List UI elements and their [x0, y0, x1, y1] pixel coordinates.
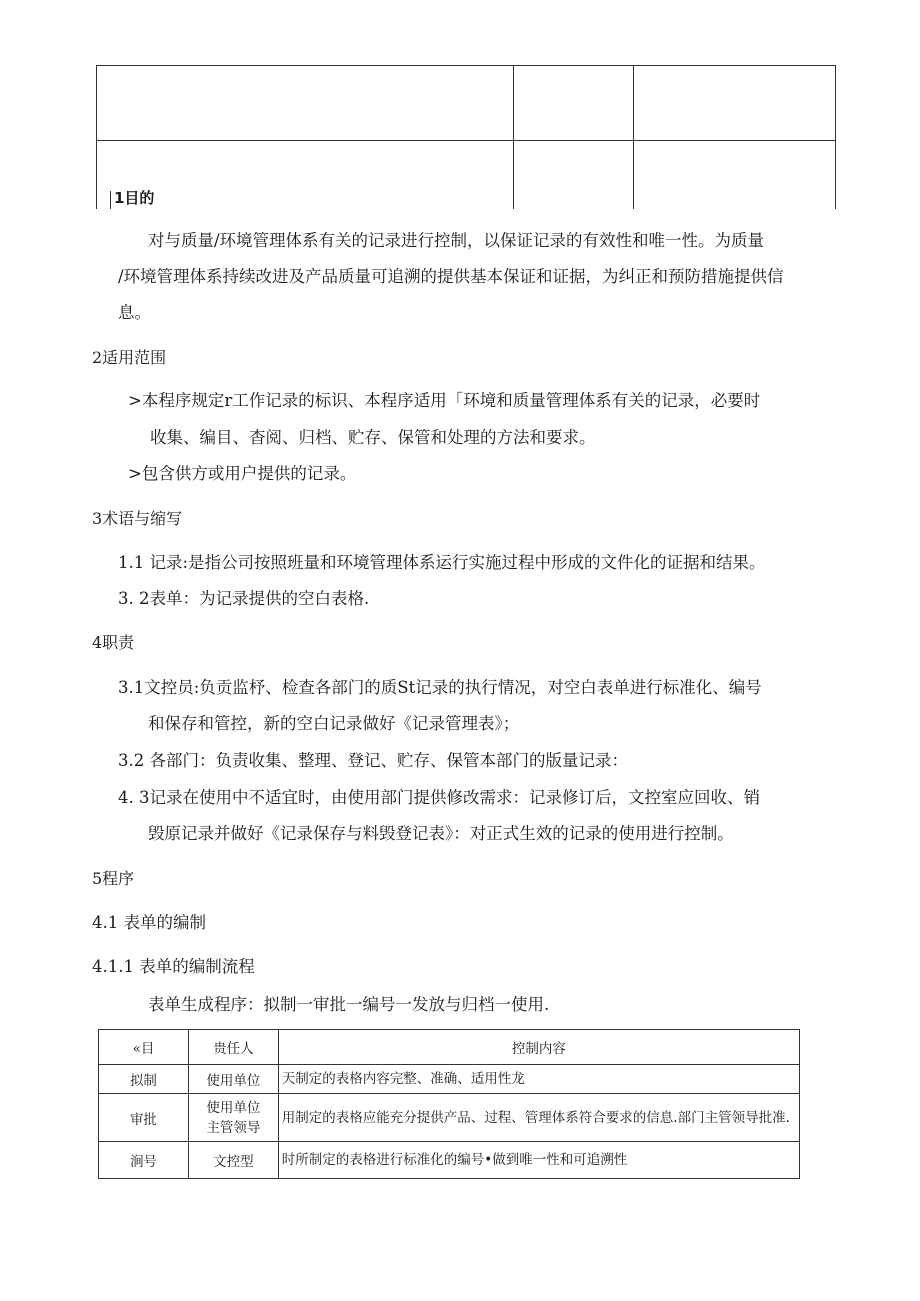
row-item: 拟制: [99, 1065, 189, 1094]
header-frame-table: [96, 65, 836, 209]
purpose-line-2: /环境管理体系持续改进及产品质量可追溯的提供基本保证和证据，为纠正和预防措施提供信: [118, 267, 784, 286]
section-3-heading: 3术语与缩写: [92, 509, 183, 528]
form-control-table: [98, 1029, 800, 1179]
header-item: «目: [99, 1030, 189, 1065]
row-item: 审批: [99, 1094, 189, 1142]
row-item: 涧号: [99, 1142, 189, 1179]
duty-item-1-line-1: 3.1文控员:负贡监杼、检查各部门的质St记录的执行情况，对空白表单进行标准化、编号: [118, 678, 762, 697]
table-row: [99, 1065, 800, 1094]
scope-bullet-1-line-1: >本程序规定r工作记录的标识、本程序适用「环境和质量管理体系有关的记录，必要时: [128, 391, 761, 410]
scope-bullet-1-line-2: 收集、编目、杳阅、归档、贮存、保管和处理的方法和要求。: [150, 428, 596, 447]
terms-item-2: 3. 2表单：为记录提供的空白表格.: [118, 589, 370, 608]
duty-item-3-line-2: 毁原记录并做好《记录保存与料毁登记表》：对正式生效的记录的使用进行控制。: [148, 824, 734, 843]
section-4-heading: 4职责: [92, 633, 135, 652]
duty-item-3-line-1: 4. 3记录在使用中不适宜时，由使用部门提供修改需求：记录修订后，文控室应回收、销: [118, 788, 760, 807]
row-person: 文控型: [188, 1142, 278, 1179]
duty-item-2: 3.2 各部门：负责收集、整理、登记、贮存、保管本部门的版量记录：: [118, 751, 628, 770]
scope-bullet-2: >包含供方或用户提供的记录。: [128, 464, 357, 483]
header-content: 控制内容: [278, 1030, 799, 1065]
section-2-heading: 2适用范围: [92, 348, 167, 367]
procedure-sub-2: 4.1.1 表单的编制流程: [92, 957, 255, 976]
purpose-line-1: 对与质量/环境管理体系有关的记录进行控制，以保证记录的有效性和唯一性。为质量: [148, 231, 765, 250]
procedure-flow: 表单生成程序：拟制一审批一编号一发放与归档一使用.: [148, 995, 550, 1014]
row-content: 天制定的表格内容完整、准确、适用性龙: [278, 1065, 799, 1094]
row-person: 使用单位: [188, 1065, 278, 1094]
row-content: 用制定的表格应能充分提供产品、过程、管理体系符合要求的信息.部门主管领导批准.: [278, 1094, 799, 1142]
table-row: [99, 1094, 800, 1142]
header-person: 贵任人: [188, 1030, 278, 1065]
procedure-sub-1: 4.1 表单的编制: [92, 913, 206, 932]
section-1-heading: 1目的: [114, 189, 155, 207]
table-row: [99, 1142, 800, 1179]
row-content: 时所制定的表格进行标准化的编号•做到唯一性和可追溯性: [278, 1142, 799, 1179]
duty-item-1-line-2: 和保存和管控，新的空白记录做好《记录管理表》；: [148, 714, 520, 733]
row-person: 使用单位主管领导: [188, 1094, 278, 1142]
purpose-line-3: 息。: [118, 303, 151, 322]
table-header-row: [99, 1030, 800, 1065]
terms-item-1: 1.1 记录:是指公司按照班量和环境管理体系运行实施过程中形成的文件化的证据和结果。: [118, 553, 766, 572]
section-5-heading: 5程序: [92, 869, 135, 888]
